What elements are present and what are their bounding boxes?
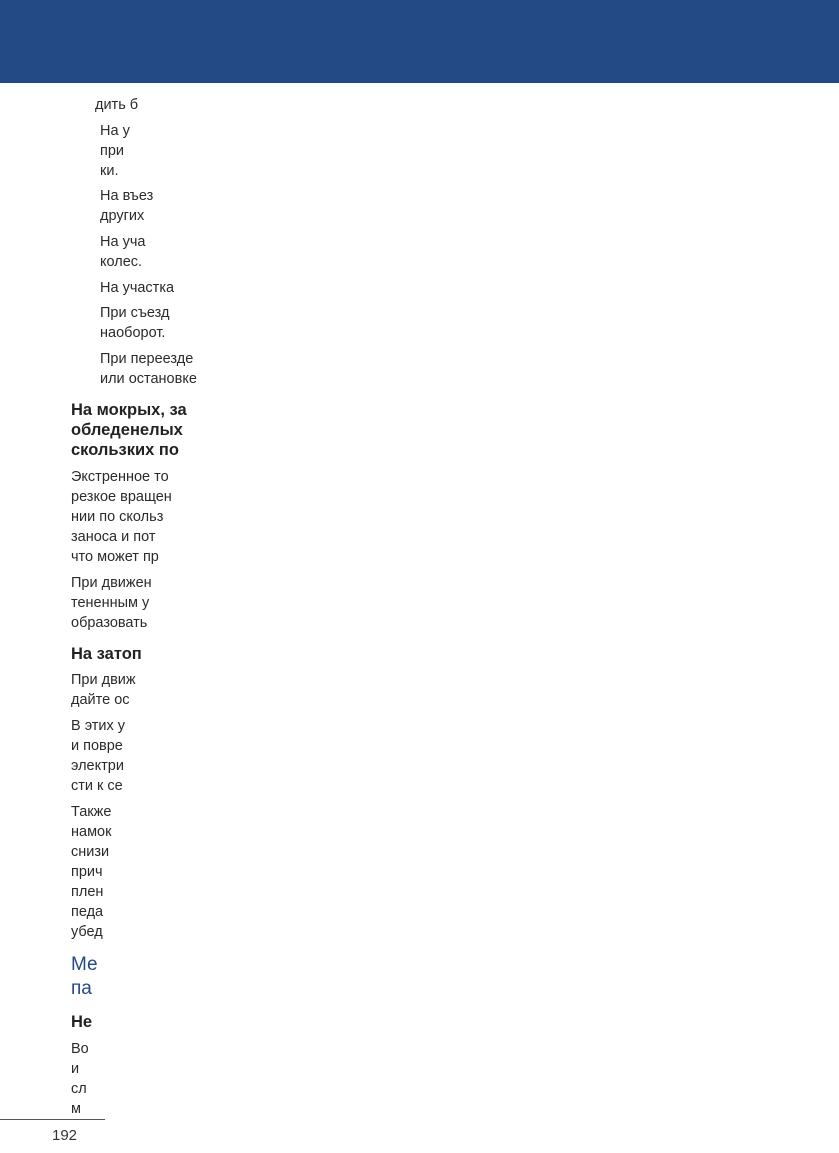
paragraph-line: снизи — [71, 844, 110, 860]
paragraph-line: сл — [71, 1081, 87, 1097]
paragraph-line: м — [71, 1101, 81, 1117]
header-band — [0, 0, 839, 83]
paragraph-line: убед — [71, 924, 103, 940]
text-line: При переезде — [100, 351, 194, 367]
paragraph-line: что может пр — [71, 549, 159, 565]
text-line: при — [100, 143, 125, 159]
paragraph-line: резкое вращен — [71, 489, 172, 505]
paragraph-line: нии по скольз — [71, 509, 164, 525]
paragraph-line: Также — [71, 804, 112, 820]
text-line: наоборот. — [100, 325, 166, 341]
subheading: обледенелых — [71, 421, 183, 439]
subheading: На затоп — [71, 645, 142, 663]
paragraph-line: сти к се — [71, 778, 123, 794]
paragraph-line: прич — [71, 864, 103, 880]
subheading: скользких по — [71, 441, 179, 459]
paragraph-line: заноса и пот — [71, 529, 156, 545]
paragraph-line: и — [71, 1061, 80, 1077]
paragraph-line: электри — [71, 758, 124, 774]
subheading: Не — [71, 1013, 93, 1031]
paragraph-line: и повре — [71, 738, 123, 754]
paragraph-line: образовать — [71, 615, 148, 631]
text-line: ки. — [100, 163, 119, 179]
paragraph-line: тененным у — [71, 595, 150, 611]
text-line: При съезд — [100, 305, 170, 321]
paragraph-line: педа — [71, 904, 104, 920]
text-line: На въез — [100, 188, 154, 204]
section-title: Ме — [71, 954, 98, 975]
paragraph-line: намок — [71, 824, 112, 840]
text-line: или остановке — [100, 371, 197, 387]
text-line: На участка — [100, 280, 175, 296]
footer-rule — [0, 1119, 105, 1120]
text-line: дить б — [95, 97, 139, 113]
paragraph-line: Во — [71, 1041, 89, 1057]
text-line: На уча — [100, 234, 146, 250]
page-number: 192 — [52, 1127, 78, 1144]
text-line: других — [100, 208, 145, 224]
paragraph-line: плен — [71, 884, 104, 900]
paragraph-line: При движен — [71, 575, 152, 591]
paragraph-line: дайте ос — [71, 692, 130, 708]
paragraph-line: В этих у — [71, 718, 126, 734]
paragraph-line: Экстренное то — [71, 469, 169, 485]
section-title: па — [71, 978, 92, 999]
subheading: На мокрых, за — [71, 401, 187, 419]
text-line: колес. — [100, 254, 143, 270]
text-line: На у — [100, 123, 130, 139]
paragraph-line: При движ — [71, 672, 136, 688]
